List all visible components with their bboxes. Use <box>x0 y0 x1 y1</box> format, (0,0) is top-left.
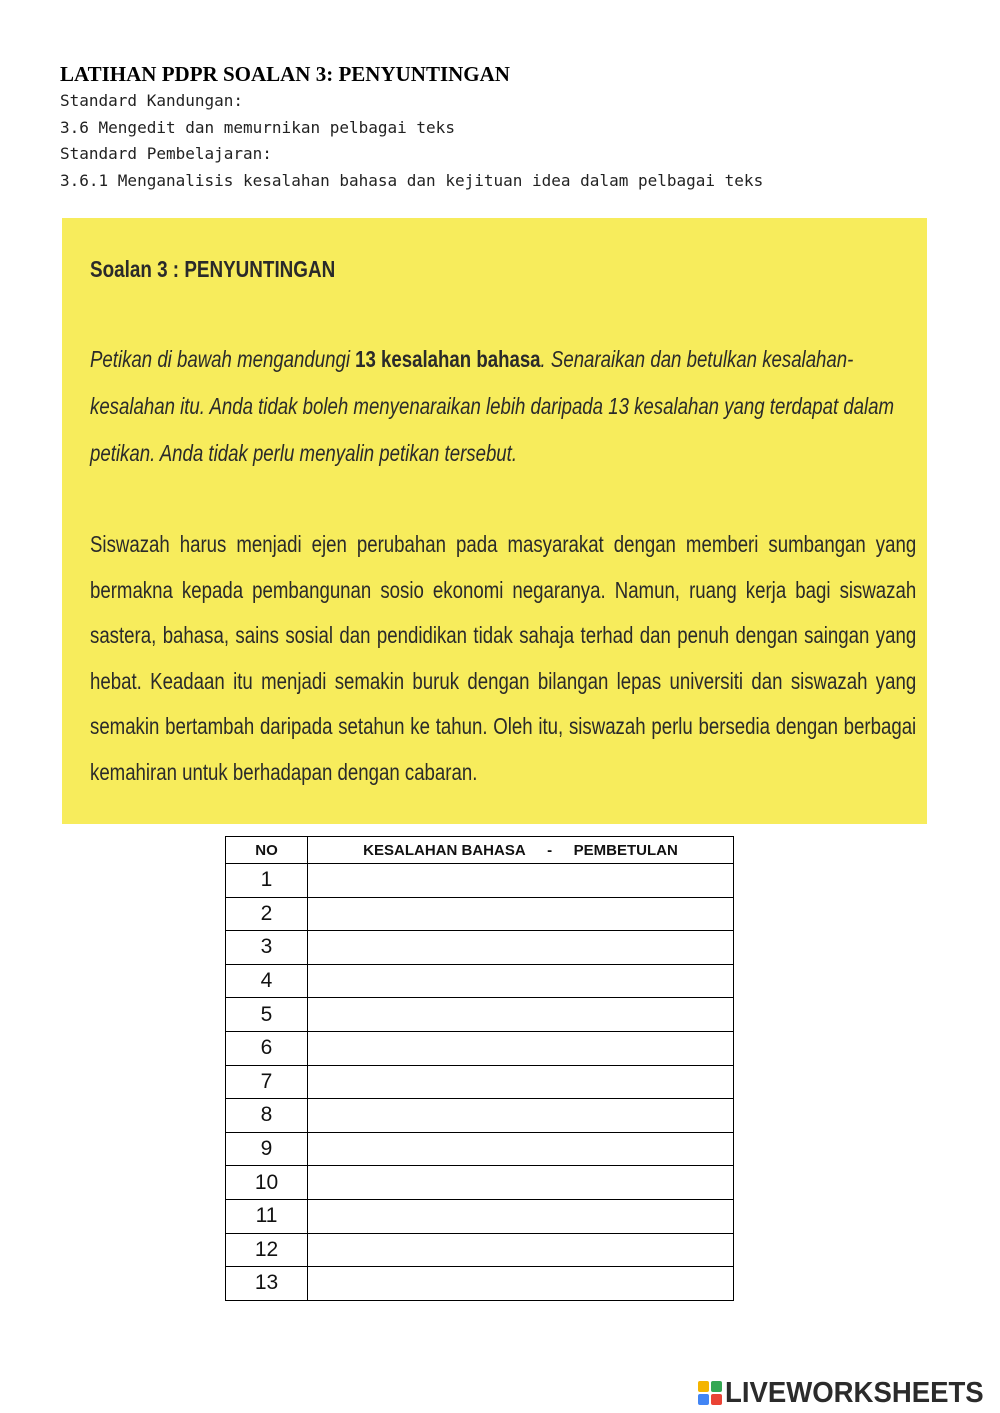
standard-kandungan-label: Standard Kandungan: <box>60 91 244 110</box>
row-number: 9 <box>226 1132 308 1166</box>
answer-field[interactable] <box>308 864 734 898</box>
logo-square-e <box>711 1394 722 1405</box>
answer-field[interactable] <box>308 1065 734 1099</box>
logo-square-v <box>698 1394 709 1405</box>
standard-pembelajaran-text: 3.6.1 Menganalisis kesalahan bahasa dan kejituan idea dalam pelbagai teks <box>60 170 764 190</box>
question-heading: Soalan 3 : PENYUNTINGAN <box>90 256 336 282</box>
row-number: 12 <box>226 1233 308 1267</box>
liveworksheets-logo-icon <box>698 1381 722 1405</box>
answer-field[interactable] <box>308 998 734 1032</box>
logo-square-i <box>711 1381 722 1392</box>
table-row <box>226 1199 734 1233</box>
liveworksheets-brand <box>698 1377 997 1409</box>
row-number: 11 <box>226 1199 308 1233</box>
table-row <box>226 931 734 965</box>
answer-table-header <box>226 837 734 864</box>
header-error-correction <box>308 837 734 864</box>
table-row <box>226 998 734 1032</box>
instruction-bold: 13 kesalahan bahasa <box>355 346 541 372</box>
answer-field[interactable] <box>308 1267 734 1301</box>
row-number: 13 <box>226 1267 308 1301</box>
row-number: 3 <box>226 931 308 965</box>
answer-field[interactable] <box>308 1132 734 1166</box>
standard-pembelajaran-label: Standard Pembelajaran: <box>60 144 272 163</box>
answer-field[interactable] <box>308 1199 734 1233</box>
header-separator: - <box>547 841 553 859</box>
table-row <box>226 964 734 998</box>
answer-field[interactable] <box>308 964 734 998</box>
table-row <box>226 864 734 898</box>
table-row <box>226 1267 734 1301</box>
worksheet-title: LATIHAN PDPR SOALAN 3: PENYUNTINGAN <box>60 62 510 86</box>
liveworksheets-name: LIVEWORKSHEETS <box>725 1376 984 1409</box>
logo-square-l <box>698 1381 709 1392</box>
row-number: 8 <box>226 1099 308 1133</box>
row-number: 6 <box>226 1031 308 1065</box>
row-number: 10 <box>226 1166 308 1200</box>
header-no: NO <box>226 837 308 864</box>
table-row <box>226 1031 734 1065</box>
table-row <box>226 1099 734 1133</box>
table-row <box>226 897 734 931</box>
row-number: 1 <box>226 864 308 898</box>
answer-field[interactable] <box>308 897 734 931</box>
answer-field[interactable] <box>308 931 734 965</box>
answer-field[interactable] <box>308 1233 734 1267</box>
question-image <box>62 218 927 824</box>
table-row <box>226 1166 734 1200</box>
worksheet-header <box>60 60 960 194</box>
row-number: 5 <box>226 998 308 1032</box>
row-number: 7 <box>226 1065 308 1099</box>
answer-field[interactable] <box>308 1031 734 1065</box>
question-instruction <box>90 336 916 477</box>
table-row <box>226 1065 734 1099</box>
table-row <box>226 1233 734 1267</box>
row-number: 2 <box>226 897 308 931</box>
question-passage: Siswazah harus menjadi ejen perubahan pada masyarakat dengan memberi sumbangan yang bermakna kepada pembangunan sosio ekonomi negaranya. Namun, ruang kerja bagi siswazah sastera, bahasa, sains sosial dan pendidikan tidak sahaja terhad dan penuh dengan saingan yang hebat. Keadaan itu menjadi semakin buruk dengan bilangan lepas universiti dan siswazah yang semakin bertambah daripada setahun ke tahun. Oleh itu, siswazah perlu bersedia dengan berbagai kemahiran untuk berhadapan dengan cabaran. <box>90 531 917 785</box>
row-number: 4 <box>226 964 308 998</box>
header-correction: PEMBETULAN <box>573 841 678 859</box>
answer-table <box>225 836 734 1301</box>
standard-kandungan-text: 3.6 Mengedit dan memurnikan pelbagai teks <box>60 117 455 137</box>
instruction-text-start: Petikan di bawah mengandungi <box>90 346 356 372</box>
answer-field[interactable] <box>308 1166 734 1200</box>
instruction-text-end: . Senaraikan dan betulkan kesalahan-kesalahan itu. Anda tidak boleh menyenaraikan lebih daripada 13 kesalahan yang terdapat dalam petikan. Anda tidak perlu menyalin petikan tersebut. <box>90 346 895 466</box>
table-row <box>226 1132 734 1166</box>
answer-field[interactable] <box>308 1099 734 1133</box>
header-error: KESALAHAN BAHASA <box>363 841 526 859</box>
